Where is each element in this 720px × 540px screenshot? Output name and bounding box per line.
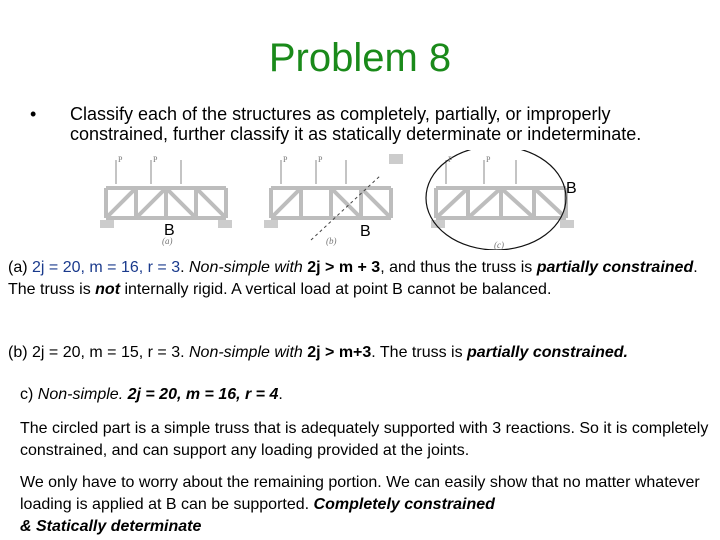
load-label: P — [448, 155, 453, 164]
caption-b: (b) — [326, 236, 337, 246]
bullet-marker: • — [30, 104, 37, 124]
support-a-right — [218, 220, 232, 228]
truss-a — [106, 188, 226, 218]
label-b-a: B — [164, 222, 175, 239]
load-label: P — [486, 155, 491, 164]
support-a-left — [100, 220, 114, 228]
answer-c: c) Non-simple. 2j = 20, m = 16, r = 4. — [20, 386, 283, 403]
caption-a: (a) — [162, 236, 173, 246]
support-b-left — [264, 220, 278, 228]
loads-a — [116, 160, 181, 184]
caption-c: (c) — [494, 240, 504, 250]
remaining-portion-explanation: We only have to worry about the remaining portion. We can easily show that no matter whatever loading is applied at B can be supported. Completely constrained & Statically determinate — [20, 474, 700, 535]
support-c-right — [560, 220, 574, 228]
circled-part-explanation: The circled part is a simple truss that is adequately supported with 3 reactions. So it is completely constrained, and can support any loading provided at the joints. — [20, 420, 709, 459]
answer-b: (b) 2j = 20, m = 15, r = 3. Non-simple with 2j > m+3. The truss is partially constrained. — [8, 344, 628, 361]
load-label: P — [283, 155, 288, 164]
load-label: P — [153, 155, 158, 164]
instruction-text: Classify each of the structures as completely, partially, or improperly constrained, further classify it as statically determinate or indeterminate. — [70, 104, 642, 144]
truss-b — [271, 188, 391, 218]
loads-b — [281, 160, 346, 184]
slide-title: Problem 8 — [268, 36, 452, 80]
label-b-b: B — [360, 223, 371, 240]
load-label: P — [118, 155, 123, 164]
load-label: P — [318, 155, 323, 164]
support-b-top — [389, 154, 403, 164]
truss-c — [436, 188, 566, 218]
answer-a: (a) 2j = 20, m = 16, r = 3. Non-simple with 2j > m + 3, and thus the truss is partially constrained. The truss is not internally rigid. A vertical load at point B cannot be balanced. — [8, 259, 698, 298]
loads-c — [446, 160, 516, 184]
label-b-c: B — [566, 180, 577, 197]
